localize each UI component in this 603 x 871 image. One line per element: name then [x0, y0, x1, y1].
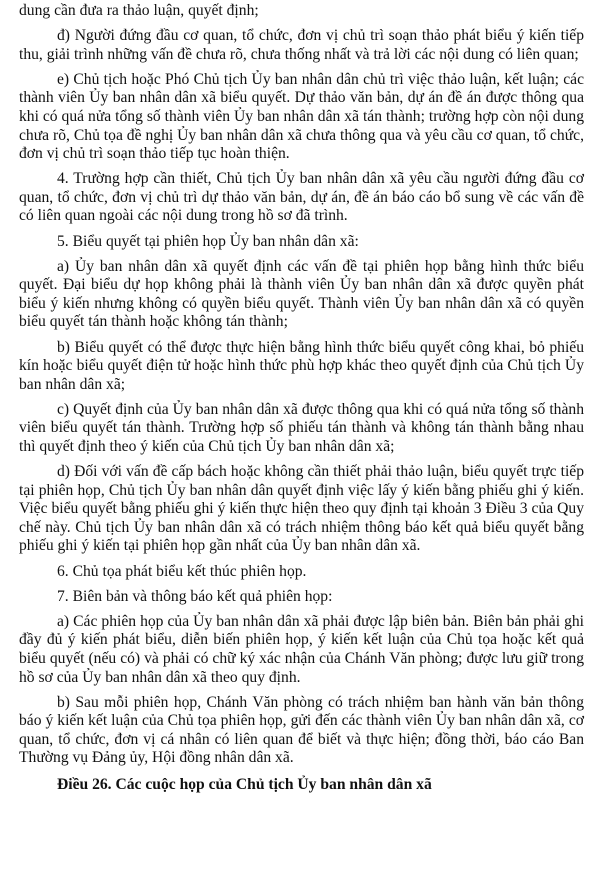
paragraph-clause-5a: a) Ủy ban nhân dân xã quyết định các vấn đề tại phiên họp bằng hình thức biểu quyết. Đại biểu dự họp không phải là thành viên Ủy ban nhân dân xã được quyền phát biểu ý kiến nhưng không có quyền biểu quyết. Thành viên Ủy ban nhân dân xã có quyền biểu quyết tán thành hoặc không tán thành; [19, 257, 584, 331]
paragraph-clause-4: 4. Trường hợp cần thiết, Chủ tịch Ủy ban nhân dân xã yêu cầu người đứng đầu cơ quan, tổ chức, đơn vị chủ trì dự thảo văn bản, dự án, đề án báo cáo bổ sung về các vấn đề có liên quan ngoài các nội dung trong hồ sơ đã trình. [19, 170, 584, 225]
paragraph-item-dd: đ) Người đứng đầu cơ quan, tổ chức, đơn vị chủ trì soạn thảo phát biểu ý kiến tiếp thu, giải trình những vấn đề chưa rõ, chưa thống nhất và trả lời các nội dung có liên quan; [19, 27, 584, 63]
paragraph-clause-5b: b) Biểu quyết có thể được thực hiện bằng hình thức biểu quyết công khai, bỏ phiếu kín hoặc biểu quyết điện tử hoặc hình thức phù hợp khác theo quyết định của Chủ tịch Ủy ban nhân dân xã; [19, 338, 584, 393]
paragraph-clause-7a: a) Các phiên họp của Ủy ban nhân dân xã phải được lập biên bản. Biên bản phải ghi đầy đủ ý kiến phát biểu, diễn biến phiên họp, ý kiến kết luận của Chủ tọa hoặc kết quả biểu quyết (nếu có) và phải có chữ ký xác nhận của Chánh Văn phòng; được lưu giữ trong hồ sơ của Ủy ban nhân dân xã theo quy định. [19, 612, 584, 686]
paragraph-clause-5c: c) Quyết định của Ủy ban nhân dân xã được thông qua khi có quá nửa tổng số thành viên biểu quyết tán thành. Trường hợp số phiếu tán thành và không tán thành bằng nhau thì quyết định theo ý kiến của Chủ tịch Ủy ban nhân dân xã; [19, 400, 584, 455]
paragraph-clause-5d: d) Đối với vấn đề cấp bách hoặc không cần thiết phải thảo luận, biểu quyết trực tiếp tại phiên họp, Chủ tịch Ủy ban nhân dân quyết định việc lấy ý kiến bằng phiếu ghi ý kiến. Việc biểu quyết bằng phiếu ghi ý kiến thực hiện theo quy định tại khoản 3 Điều 3 của Quy chế này. Chủ tịch Ủy ban nhân dân xã có trách nhiệm thông báo kết quả biểu quyết bằng phiếu ghi ý kiến tại phiên họp gần nhất của Ủy ban nhân dân xã. [19, 463, 584, 555]
article-heading: Điều 26. Các cuộc họp của Chủ tịch Ủy ban nhân dân xã [57, 775, 432, 793]
paragraph-clause-7b: b) Sau mỗi phiên họp, Chánh Văn phòng có trách nhiệm ban hành văn bản thông báo ý kiến kết luận của Chủ tọa phiên họp, gửi đến các thành viên Ủy ban nhân dân xã, cơ quan, tổ chức, đơn vị cá nhân có liên quan để biết và thực hiện; đồng thời, báo cáo Ban Thường vụ Đảng ủy, Hội đồng nhân dân xã. [19, 693, 584, 767]
paragraph-item-e: e) Chủ tịch hoặc Phó Chủ tịch Ủy ban nhân dân chủ trì việc thảo luận, kết luận; các thành viên Ủy ban nhân dân xã biểu quyết. Dự thảo văn bản, dự án đề án được thông qua khi có quá nửa tổng số thành viên Ủy ban nhân dân xã tán thành; trường hợp còn nội dung chưa rõ, Chủ tọa đề nghị Ủy ban nhân dân xã chưa thông qua và yêu cầu cơ quan, tổ chức, đơn vị chủ trì soạn thảo tiếp tục hoàn thiện. [19, 70, 584, 163]
paragraph-continuation: dung cần đưa ra thảo luận, quyết định; [19, 2, 259, 19]
paragraph-clause-6: 6. Chủ tọa phát biểu kết thúc phiên họp. [57, 562, 307, 580]
paragraph-clause-5: 5. Biểu quyết tại phiên họp Ủy ban nhân dân xã: [57, 232, 359, 250]
paragraph-clause-7: 7. Biên bản và thông báo kết quả phiên họp: [57, 587, 333, 605]
